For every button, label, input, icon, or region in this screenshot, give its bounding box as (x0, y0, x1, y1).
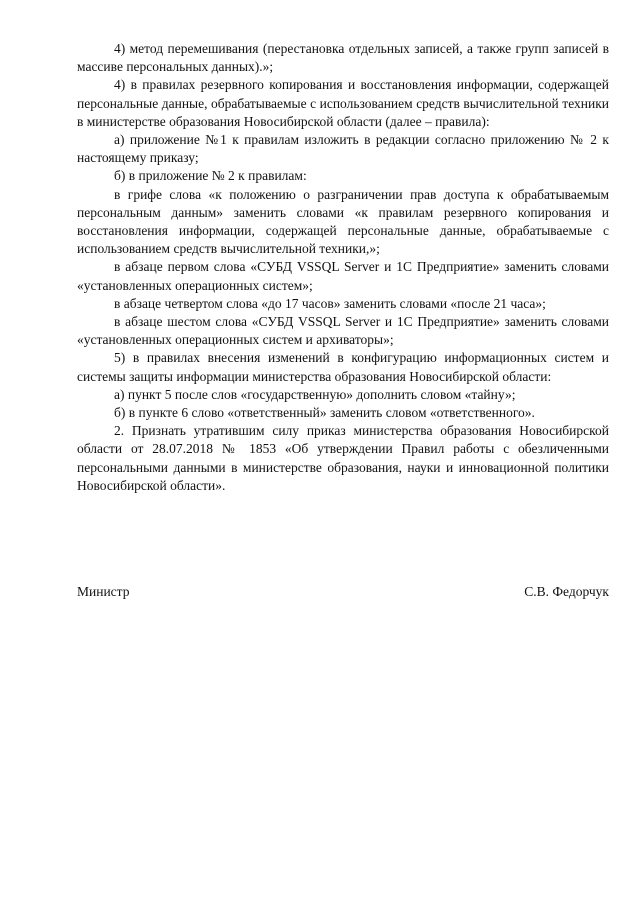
paragraph-sixth-abzac: в абзаце шестом слова «СУБД VSSQL Server и 1С Предприятие» заменить словами «установленных операционных систем и архиваторы»; (77, 314, 609, 348)
paragraph-item-4-method: 4) метод перемешивания (перестановка отдельных записей, а также групп записей в массиве персональных данных).»; (77, 41, 609, 75)
document-body (77, 40, 609, 495)
paragraph-item-4-backup-rules: 4) в правилах резервного копирования и восстановления информации, содержащей персональные данные, обрабатываемые с использованием средств вычислительной техники в министерстве образования Новосибирской области (далее – правила): (77, 77, 609, 129)
paragraph-subitem-b-appendix-2: б) в приложение № 2 к правилам: (114, 168, 307, 184)
paragraph-item-2-repeal: 2. Признать утратившим силу приказ министерства образования Новосибирской области от 28.07.2018 № 1853 «Об утверждении Правил работы с обезличенными персональными данными в министерстве образования, науки и инновационной политики Новосибирской области». (77, 423, 609, 493)
signature-title: Министр (77, 584, 130, 599)
paragraph-subitem-b-point-6: б) в пункте 6 слово «ответственный» заменить словом «ответственного». (114, 405, 535, 421)
paragraph-fourth-abzac: в абзаце четвертом слова «до 17 часов» заменить словами «после 21 часа»; (114, 295, 546, 311)
paragraph-item-5-config-rules: 5) в правилах внесения изменений в конфигурацию информационных систем и системы защиты информации министерства образования Новосибирской области: (77, 350, 609, 384)
paragraph-subitem-a-point-5: а) пункт 5 после слов «государственную» дополнить словом «тайну»; (114, 386, 516, 402)
paragraph-header-words: в грифе слова «к положению о разграничении прав доступа к обрабатываемым персональным данным» заменить словами «к правилам резервного копирования и восстановления информации, содержащей персональные данные, обрабатываемые с использованием средств вычислительной техники,»; (77, 186, 609, 257)
paragraph-first-abzac: в абзаце первом слова «СУБД VSSQL Server и 1С Предприятие» заменить словами «установленных операционных систем»; (77, 259, 609, 293)
signature-name: С.В. Федорчук (524, 584, 609, 599)
paragraph-subitem-a-appendix-1: а) приложение №1 к правилам изложить в редакции согласно приложению № 2 к настоящему приказу; (77, 132, 609, 166)
